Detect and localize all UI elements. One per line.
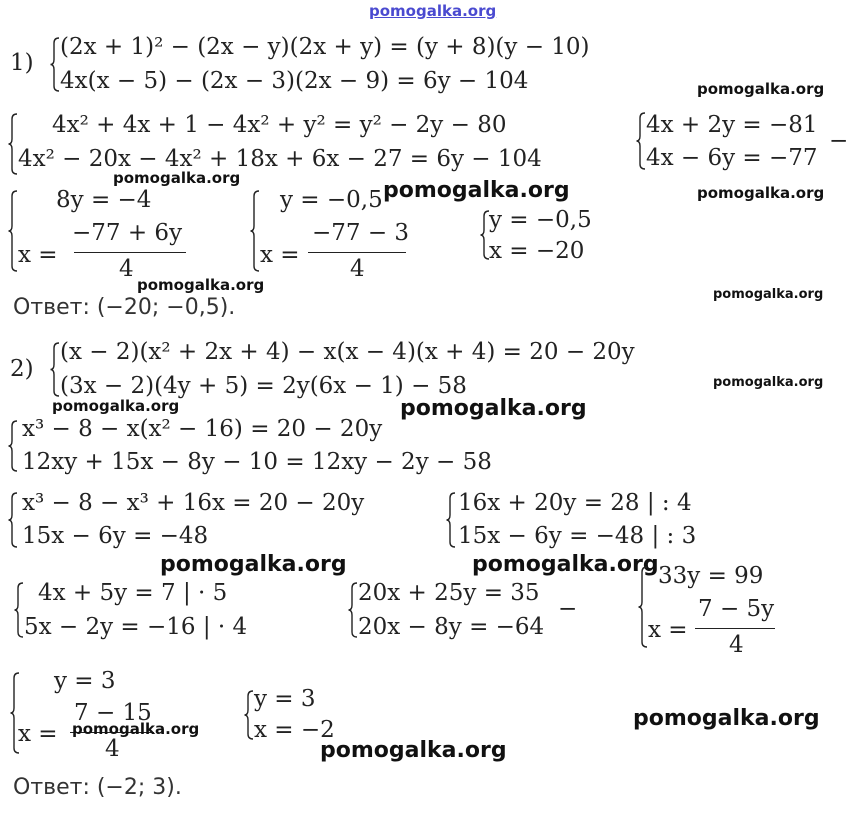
p2-minus-sign: −	[558, 596, 578, 622]
problem-1-number: 1)	[10, 50, 34, 76]
p2-sys-a-line1: (x − 2)(x² + 2x + 4) − x(x − 4)(x + 4) = 20 − 20y	[60, 339, 635, 365]
p2-answer: Ответ: (−2; 3).	[13, 775, 182, 800]
brace-icon	[50, 342, 59, 397]
brace-icon	[14, 582, 23, 638]
p1-sys-b-line2: 4x² − 20x − 4x² + 18x + 6x − 27 = 6y − 104	[18, 146, 542, 172]
p1-sys-e-line1: y = −0,5	[280, 187, 383, 213]
p1-sys-c-line1: 4x + 2y = −81	[646, 112, 818, 138]
p2-sys-g-denominator: 4	[729, 632, 744, 658]
watermark: pomogalka.org	[160, 552, 347, 577]
p1-sys-e-x-eq: x =	[260, 242, 300, 268]
watermark: pomogalka.org	[713, 375, 824, 390]
p2-sys-h-x-eq: x =	[18, 721, 58, 747]
p2-sys-c-line1: x³ − 8 − x³ + 16x = 20 − 20y	[22, 490, 365, 516]
p2-sys-d-line1: 16x + 20y = 28 | : 4	[458, 490, 692, 516]
p2-sys-f-line2: 20x − 8y = −64	[358, 614, 545, 640]
brace-icon	[8, 113, 17, 175]
watermark: pomogalka.org	[633, 706, 820, 731]
watermark: pomogalka.org	[400, 396, 587, 421]
brace-icon	[636, 112, 645, 170]
brace-icon	[638, 566, 647, 648]
p2-sys-g-line1: 33y = 99	[658, 563, 764, 589]
p1-answer: Ответ: (−20; −0,5).	[13, 295, 236, 320]
brace-icon	[480, 210, 489, 260]
brace-icon	[446, 492, 455, 548]
watermark: pomogalka.org	[697, 80, 825, 98]
p1-sys-d-numerator: −77 + 6y	[72, 220, 183, 246]
fraction-bar	[308, 252, 406, 253]
p2-sys-g-x-eq: x =	[648, 617, 688, 643]
p1-minus-sign: −	[829, 128, 849, 154]
p2-sys-e-line2: 5x − 2y = −16 | · 4	[24, 614, 248, 640]
p1-sys-e-numerator: −77 − 3	[312, 220, 410, 246]
p1-sys-f-line1: y = −0,5	[489, 207, 592, 233]
watermark-top[interactable]: pomogalka.org	[369, 2, 497, 20]
fraction-bar	[695, 628, 775, 629]
p2-sys-e-line1: 4x + 5y = 7 | · 5	[38, 580, 228, 606]
p1-sys-d-denominator: 4	[119, 256, 134, 282]
p1-sys-d-line1: 8y = −4	[56, 187, 152, 213]
p1-sys-e-denominator: 4	[350, 256, 365, 282]
watermark: pomogalka.org	[72, 720, 200, 738]
fraction-bar	[74, 252, 186, 253]
p2-sys-h-line1: y = 3	[54, 668, 116, 694]
p2-sys-a-line2: (3x − 2)(4y + 5) = 2y(6x − 1) − 58	[60, 373, 467, 399]
watermark: pomogalka.org	[320, 738, 507, 763]
p1-sys-c-line2: 4x − 6y = −77	[646, 145, 818, 171]
brace-icon	[50, 37, 59, 92]
p2-sys-b-line1: x³ − 8 − x(x² − 16) = 20 − 20y	[22, 416, 383, 442]
watermark: pomogalka.org	[113, 169, 241, 187]
p1-sys-d-x-eq: x =	[18, 242, 58, 268]
watermark: pomogalka.org	[697, 184, 825, 202]
p2-sys-i-line1: y = 3	[254, 686, 316, 712]
p2-sys-h-numerator: 7 − 15	[74, 700, 152, 726]
watermark: pomogalka.org	[713, 287, 824, 302]
brace-icon	[348, 582, 357, 638]
p2-sys-h-denominator: 4	[105, 736, 120, 762]
watermark: pomogalka.org	[52, 397, 180, 415]
p2-sys-i-line2: x = −2	[254, 717, 335, 743]
brace-icon	[244, 690, 253, 740]
p1-sys-f-line2: x = −20	[489, 238, 585, 264]
brace-icon	[8, 492, 17, 548]
p1-sys-b-line1: 4x² + 4x + 1 − 4x² + y² = y² − 2y − 80	[52, 112, 507, 138]
p2-sys-b-line2: 12xy + 15x − 8y − 10 = 12xy − 2y − 58	[22, 449, 492, 475]
brace-icon	[8, 420, 17, 472]
watermark: pomogalka.org	[137, 276, 265, 294]
p1-sys-a-line2: 4x(x − 5) − (2x − 3)(2x − 9) = 6y − 104	[60, 68, 529, 94]
p2-sys-f-line1: 20x + 25y = 35	[358, 580, 540, 606]
watermark: pomogalka.org	[472, 552, 659, 577]
p2-sys-g-numerator: 7 − 5y	[698, 596, 775, 622]
p2-sys-c-line2: 15x − 6y = −48	[22, 523, 209, 549]
problem-2-number: 2)	[10, 356, 34, 382]
watermark: pomogalka.org	[383, 178, 570, 203]
p1-sys-a-line1: (2x + 1)² − (2x − y)(2x + y) = (y + 8)(y − 10)	[60, 34, 590, 60]
brace-icon	[250, 190, 259, 272]
brace-icon	[8, 190, 17, 272]
p2-sys-d-line2: 15x − 6y = −48 | : 3	[458, 523, 697, 549]
